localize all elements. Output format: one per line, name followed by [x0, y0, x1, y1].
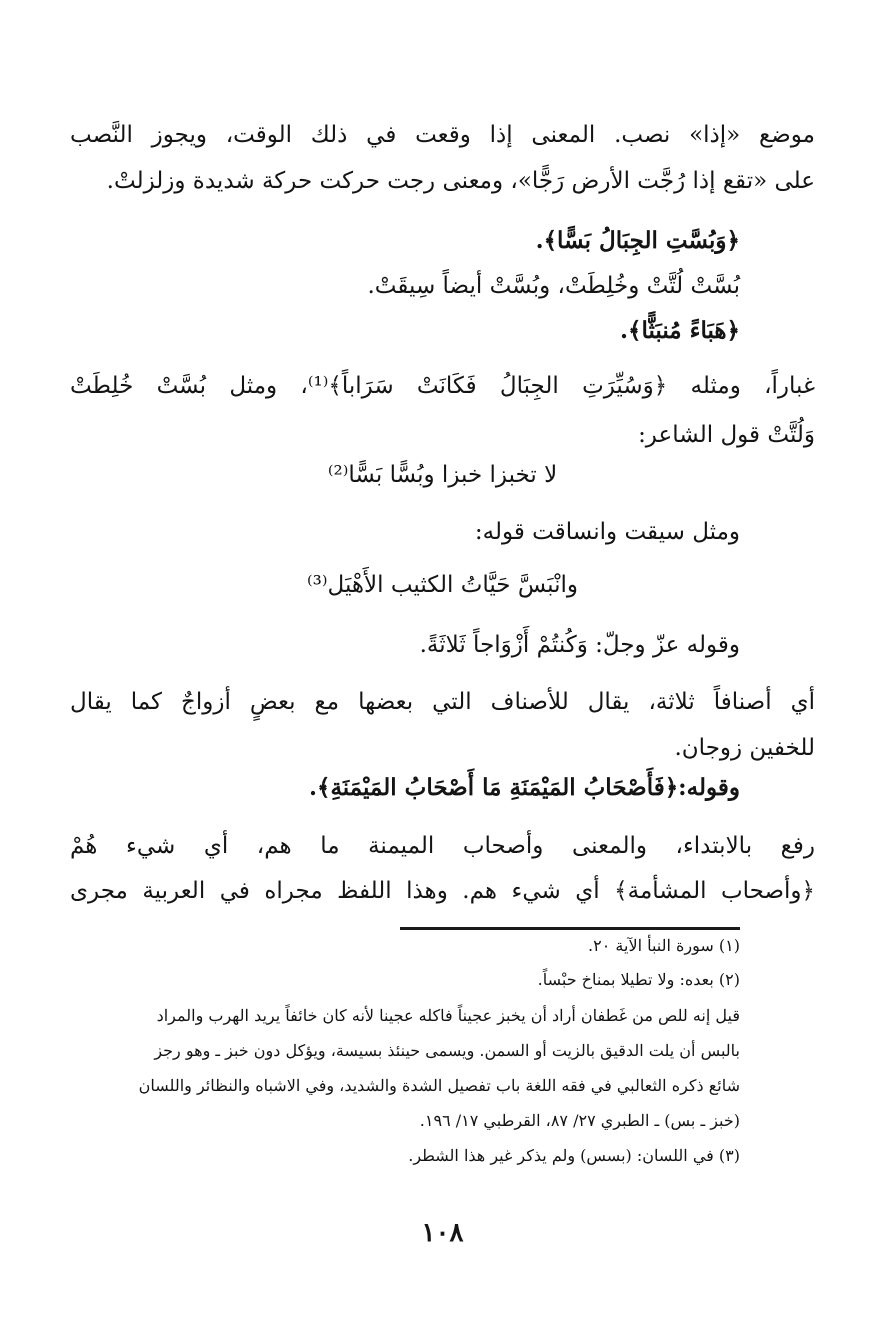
body-line: أي أصنافاً ثلاثة، يقال للأصناف التي بعضها مع بعضٍ أزواجٌ كما يقال [70, 689, 815, 715]
body-line: وقوله عزّ وجلّ: وَكُنتُمْ أَزْوَاجاً ثَلاثَةً. [419, 632, 740, 658]
body-line: على «تقع إذا رُجَّت الأرض رَجًّا»، ومعنى رجت حركت حركة شديدة وزلزلتْ. [106, 168, 815, 194]
poetry-verse: لا تخبزا خبزا وبُسًّا بَسًّا⁽²⁾ [327, 462, 558, 488]
footnote: (٣) في اللسان: (بسس) ولم يذكر غير هذا الشطر. [408, 1146, 740, 1165]
footnote: (٢) بعده: ولا تطيلا بمناخ حبْساً. [537, 970, 740, 989]
body-line: غباراً، ومثله ﴿وَسُيِّرَتِ الجِبَالُ فَكَانَتْ سَرَاباً﴾⁽¹⁾، ومثل بُسَّتْ خُلِطَتْ [70, 373, 815, 399]
footnote-separator [400, 927, 740, 930]
body-line: ﴿وأصحاب المشأمة﴾ أي شيء هم. وهذا اللفظ مجراه في العربية مجرى [70, 878, 815, 904]
body-line: للخفين زوجان. [674, 735, 815, 761]
body-line: بُسَّتْ لُتَّتْ وخُلِطَتْ، وبُسَّتْ أيضاً سِيقَتْ. [367, 273, 740, 299]
footnote: (١) سورة النبأ الآية ٢٠. [588, 936, 740, 955]
body-line: وَلُتَّتْ قول الشاعر: [638, 422, 815, 448]
footnote-line: (خبز ـ بس) ـ الطبري ٢٧/ ٨٧، القرطبي ١٧/ ١٩٦. [419, 1111, 740, 1130]
quran-verse: ﴿وَبُسَّتِ الجِبَالُ بَسًّا﴾. [535, 227, 740, 254]
page-number: ١٠٨ [421, 1218, 464, 1248]
footnote-line: بالبس أن يلت الدقيق بالزيت أو السمن. ويسمى حينئذ بسيسة، ويؤكل دون خبز ـ وهو رجز [154, 1041, 740, 1060]
footnote-line: قيل إنه للص من غَطفان أراد أن يخبز عجيناً فاكله عجينا لأنه كان خائفاً يريد الهرب والمراد [156, 1006, 740, 1025]
quran-verse: ﴿هَبَاءً مُنبَثًّا﴾. [619, 317, 740, 344]
poetry-verse: وانْبَسَّ حَيَّاتُ الكثيب الأَهْيَل⁽³⁾ [306, 572, 578, 598]
body-line: ومثل سيقت وانساقت قوله: [474, 519, 740, 545]
quran-verse: وقوله:﴿فَأَصْحَابُ المَيْمَنَةِ مَا أَصْحَابُ المَيْمَنَةِ﴾. [308, 774, 740, 801]
footnote-line: شائع ذكره الثعالبي في فقه اللغة باب تفصيل الشدة والشديد، وفي الاشباه والنظائر واللسان [138, 1076, 740, 1095]
body-line: موضع «إذا» نصب. المعنى إذا وقعت في ذلك الوقت، ويجوز النَّصب [70, 122, 815, 148]
body-line: رفع بالابتداء، والمعنى وأصحاب الميمنة ما هم، أي شيء هُمْ [70, 833, 815, 859]
